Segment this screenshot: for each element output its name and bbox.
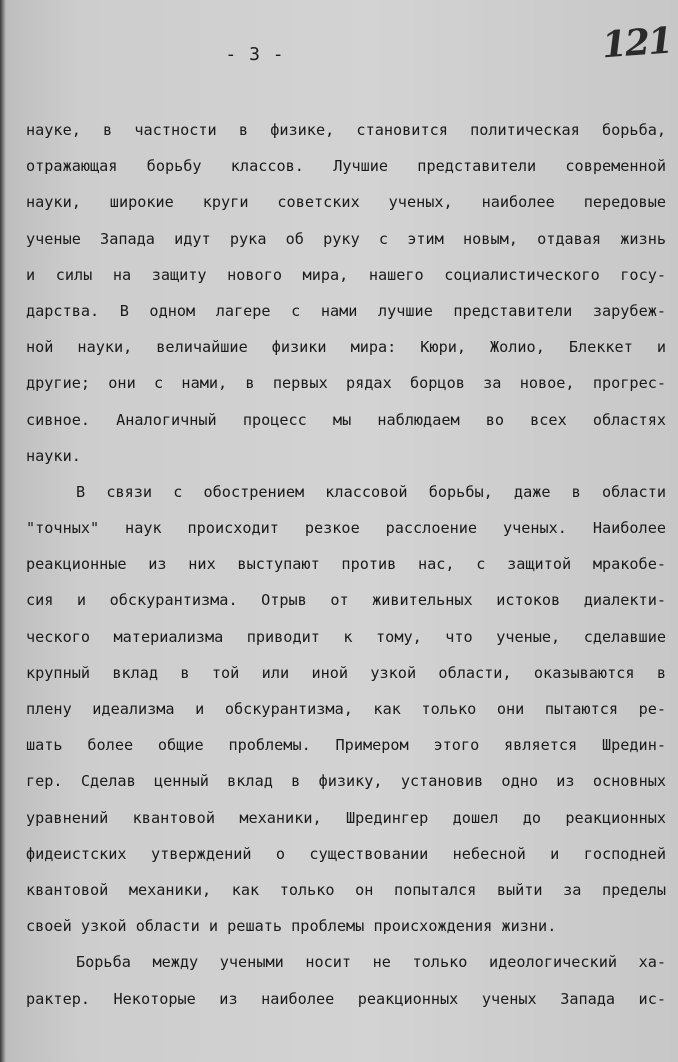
- text-line: фидеистских утверждений о существовании небесной и господней: [26, 844, 666, 863]
- text-line: отражающая борьбу классов. Лучшие представители современной: [26, 157, 666, 176]
- text-line: рактер. Некоторые из наиболее реакционных ученых Запада ис-: [26, 989, 666, 1008]
- text-line: реакционные из них выступают против нас, с защитой мракобе-: [26, 555, 666, 574]
- text-line: ной науки, величайшие физики мира: Кюри, Жолио, Блеккет и: [26, 338, 666, 357]
- text-line: "точных" наук происходит резкое расслоение ученых. Наиболее: [26, 519, 666, 538]
- text-line: науке, в частности в физике, становится политическая борьба,: [26, 121, 666, 139]
- text-line: шать более общие проблемы. Примером этого является Шредин-: [26, 736, 666, 755]
- text-line: своей узкой области и решать проблемы происхождения жизни.: [26, 917, 557, 936]
- text-line: плену идеализма и обскурантизма, как только они пытаются ре-: [26, 700, 666, 718]
- text-line: квантовой механики, как только он попытался выйти за пределы: [26, 880, 666, 899]
- text-line: гер. Сделав ценный вклад в физику, установив одно из основных: [26, 772, 666, 791]
- text-line: В связи с обострением классовой борьбы, даже в области: [76, 482, 666, 501]
- paragraph: [26, 474, 666, 944]
- text-line: ученые Запада идут рука об руку с этим новым, отдавая жизнь: [26, 229, 666, 248]
- text-line: уравнений квантовой механики, Шредингер дошел до реакционных: [26, 808, 666, 827]
- text-line: крупный вклад в той или иной узкой области, оказываются в: [26, 663, 666, 682]
- text-line: науки.: [26, 446, 81, 465]
- text-line: дарства. В одном лагере с нами лучшие представители зарубеж-: [26, 301, 666, 320]
- paragraph: [26, 944, 666, 1016]
- text-line: сия и обскурантизма. Отрыв от живительных истоков диалекти-: [26, 591, 666, 610]
- text-line: сивное. Аналогичный процесс мы наблюдаем во всех областях: [26, 410, 666, 429]
- text-line: ческого материализма приводит к тому, что ученые, сделавшие: [26, 627, 666, 646]
- text-line: другие; они с нами, в первых рядах борцов за новое, прогрес-: [26, 374, 666, 393]
- text-line: и силы на защиту нового мира, нашего социалистического госу-: [26, 265, 666, 284]
- paragraph: [26, 112, 666, 474]
- handwritten-archive-number: 121: [600, 19, 673, 67]
- text-line: Борьба между учеными носит не только идеологический ха-: [76, 953, 666, 972]
- page-number: - 3 -: [225, 44, 285, 65]
- text-line: науки, широкие круги советских ученых, наиболее передовые: [26, 193, 666, 212]
- body-text: [26, 112, 666, 1017]
